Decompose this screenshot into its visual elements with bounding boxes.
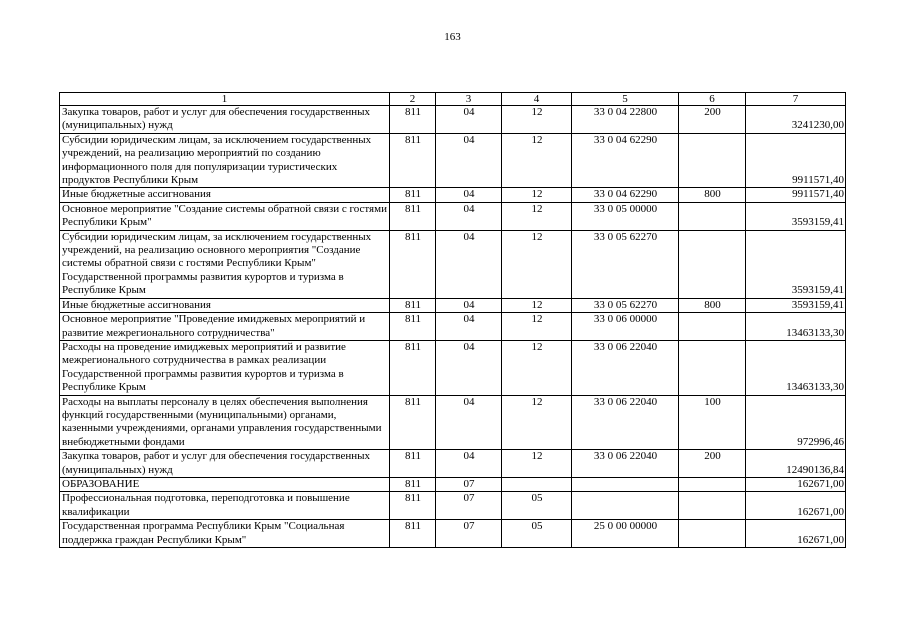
expense-type-cell: 800 — [679, 298, 746, 312]
amount-cell: 3593159,41 — [746, 230, 846, 298]
section-code-cell: 04 — [436, 230, 502, 298]
table-row — [60, 106, 846, 134]
chapter-code-cell: 811 — [390, 520, 436, 548]
section-code-cell: 04 — [436, 395, 502, 450]
chapter-code-cell: 811 — [390, 477, 436, 491]
subsection-code-cell: 12 — [502, 450, 572, 478]
expense-type-cell — [679, 202, 746, 230]
chapter-code-cell: 811 — [390, 133, 436, 188]
section-code-cell: 04 — [436, 188, 502, 202]
column-header: 2 — [390, 93, 436, 106]
amount-cell: 972996,46 — [746, 395, 846, 450]
target-article-cell: 33 0 06 00000 — [572, 313, 679, 341]
amount-cell: 13463133,30 — [746, 340, 846, 395]
column-header: 3 — [436, 93, 502, 106]
expense-type-cell: 200 — [679, 450, 746, 478]
table-row — [60, 298, 846, 312]
chapter-code-cell: 811 — [390, 188, 436, 202]
section-code-cell: 04 — [436, 202, 502, 230]
table-row — [60, 188, 846, 202]
expense-type-cell: 100 — [679, 395, 746, 450]
amount-cell: 162671,00 — [746, 477, 846, 491]
chapter-code-cell: 811 — [390, 106, 436, 134]
section-code-cell: 04 — [436, 340, 502, 395]
amount-cell: 162671,00 — [746, 520, 846, 548]
row-name-cell: Государственная программа Республики Крым "Социальная поддержка граждан Республики Крым" — [60, 520, 390, 548]
row-name-cell: Расходы на проведение имиджевых мероприятий и развитие межрегионального сотрудничества в рамках реализации Государственной программы развития курортов и туризма в Республике Крым — [60, 340, 390, 395]
target-article-cell — [572, 492, 679, 520]
page-number: 163 — [444, 31, 461, 43]
expense-type-cell — [679, 313, 746, 341]
expense-type-cell: 200 — [679, 106, 746, 134]
section-code-cell: 04 — [436, 313, 502, 341]
subsection-code-cell: 05 — [502, 520, 572, 548]
section-code-cell: 07 — [436, 492, 502, 520]
target-article-cell: 33 0 04 62290 — [572, 188, 679, 202]
row-name-cell: Профессиональная подготовка, переподготовка и повышение квалификации — [60, 492, 390, 520]
subsection-code-cell: 12 — [502, 106, 572, 134]
column-header: 6 — [679, 93, 746, 106]
expense-type-cell: 800 — [679, 188, 746, 202]
column-header: 7 — [746, 93, 846, 106]
target-article-cell: 25 0 00 00000 — [572, 520, 679, 548]
amount-cell: 13463133,30 — [746, 313, 846, 341]
row-name-cell: ОБРАЗОВАНИЕ — [60, 477, 390, 491]
subsection-code-cell: 05 — [502, 492, 572, 520]
amount-cell: 162671,00 — [746, 492, 846, 520]
target-article-cell: 33 0 04 22800 — [572, 106, 679, 134]
expense-type-cell — [679, 133, 746, 188]
target-article-cell: 33 0 06 22040 — [572, 450, 679, 478]
subsection-code-cell: 12 — [502, 133, 572, 188]
expense-type-cell — [679, 230, 746, 298]
section-code-cell: 04 — [436, 106, 502, 134]
amount-cell: 3241230,00 — [746, 106, 846, 134]
amount-cell: 9911571,40 — [746, 188, 846, 202]
row-name-cell: Закупка товаров, работ и услуг для обеспечения государственных (муниципальных) нужд — [60, 106, 390, 134]
amount-cell: 3593159,41 — [746, 202, 846, 230]
table-header-row — [60, 93, 846, 106]
chapter-code-cell: 811 — [390, 340, 436, 395]
chapter-code-cell: 811 — [390, 313, 436, 341]
subsection-code-cell: 12 — [502, 188, 572, 202]
table-row — [60, 477, 846, 491]
expense-type-cell — [679, 520, 746, 548]
target-article-cell: 33 0 05 62270 — [572, 230, 679, 298]
row-name-cell: Иные бюджетные ассигнования — [60, 298, 390, 312]
target-article-cell: 33 0 04 62290 — [572, 133, 679, 188]
row-name-cell: Расходы на выплаты персоналу в целях обеспечения выполнения функций государственными (муниципальными) органами, казенными учреждениями, органами управления государственными внебюджетными фондами — [60, 395, 390, 450]
expense-type-cell — [679, 477, 746, 491]
target-article-cell: 33 0 05 62270 — [572, 298, 679, 312]
table-row — [60, 313, 846, 341]
budget-table — [59, 92, 846, 548]
subsection-code-cell: 12 — [502, 395, 572, 450]
table-row — [60, 492, 846, 520]
subsection-code-cell: 12 — [502, 313, 572, 341]
chapter-code-cell: 811 — [390, 298, 436, 312]
chapter-code-cell: 811 — [390, 450, 436, 478]
subsection-code-cell: 12 — [502, 230, 572, 298]
table-row — [60, 202, 846, 230]
section-code-cell: 04 — [436, 133, 502, 188]
column-header: 5 — [572, 93, 679, 106]
subsection-code-cell: 12 — [502, 340, 572, 395]
row-name-cell: Иные бюджетные ассигнования — [60, 188, 390, 202]
row-name-cell: Основное мероприятие "Проведение имиджевых мероприятий и развитие межрегионального сотрудничества" — [60, 313, 390, 341]
chapter-code-cell: 811 — [390, 395, 436, 450]
table-row — [60, 520, 846, 548]
section-code-cell: 04 — [436, 298, 502, 312]
row-name-cell: Основное мероприятие "Создание системы обратной связи с гостями Республики Крым" — [60, 202, 390, 230]
column-header: 4 — [502, 93, 572, 106]
subsection-code-cell: 12 — [502, 202, 572, 230]
section-code-cell: 07 — [436, 520, 502, 548]
target-article-cell — [572, 477, 679, 491]
amount-cell: 3593159,41 — [746, 298, 846, 312]
table-body — [60, 106, 846, 548]
section-code-cell: 07 — [436, 477, 502, 491]
row-name-cell: Субсидии юридическим лицам, за исключением государственных учреждений, на реализацию мероприятий по созданию информационного поля для популяризации туристических продуктов Республики Крым — [60, 133, 390, 188]
amount-cell: 9911571,40 — [746, 133, 846, 188]
amount-cell: 12490136,84 — [746, 450, 846, 478]
table-row — [60, 450, 846, 478]
table-row — [60, 395, 846, 450]
table-row — [60, 133, 846, 188]
column-header: 1 — [60, 93, 390, 106]
subsection-code-cell — [502, 477, 572, 491]
table-row — [60, 340, 846, 395]
table-row — [60, 230, 846, 298]
row-name-cell: Субсидии юридическим лицам, за исключением государственных учреждений, на реализацию основного мероприятия "Создание системы обратной связи с гостями Республики Крым" Государственной программы развития курортов и туризма в Республике Крым — [60, 230, 390, 298]
chapter-code-cell: 811 — [390, 492, 436, 520]
target-article-cell: 33 0 05 00000 — [572, 202, 679, 230]
section-code-cell: 04 — [436, 450, 502, 478]
chapter-code-cell: 811 — [390, 202, 436, 230]
expense-type-cell — [679, 340, 746, 395]
row-name-cell: Закупка товаров, работ и услуг для обеспечения государственных (муниципальных) нужд — [60, 450, 390, 478]
chapter-code-cell: 811 — [390, 230, 436, 298]
target-article-cell: 33 0 06 22040 — [572, 395, 679, 450]
subsection-code-cell: 12 — [502, 298, 572, 312]
target-article-cell: 33 0 06 22040 — [572, 340, 679, 395]
expense-type-cell — [679, 492, 746, 520]
